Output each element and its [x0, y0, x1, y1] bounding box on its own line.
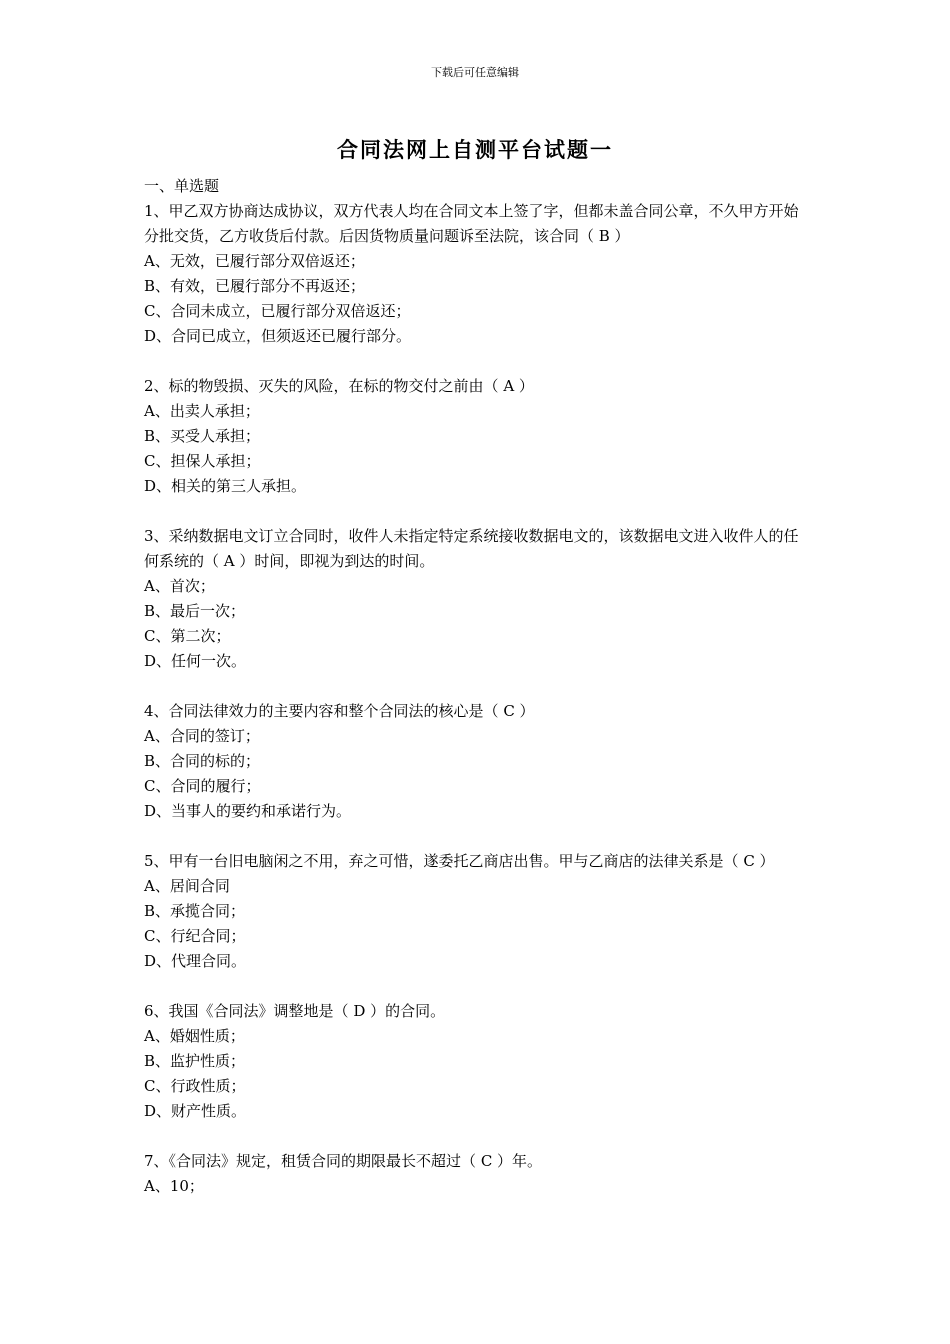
option-c: C、合同的履行；: [144, 777, 261, 795]
option-c: C、行政性质；: [144, 1077, 246, 1095]
page-header-note: 下载后可任意编辑: [431, 66, 519, 79]
option-b: B、有效，已履行部分不再返还；: [144, 277, 366, 295]
spacer: [144, 824, 809, 849]
option-c: C、担保人承担；: [144, 452, 261, 470]
question-2: [144, 374, 809, 499]
option-d: D、相关的第三人承担。: [144, 477, 307, 495]
option-a: A、无效，已履行部分双倍返还；: [144, 252, 365, 270]
option-b: B、监护性质；: [144, 1052, 246, 1070]
document-body: [144, 174, 809, 1199]
question-5: [144, 849, 809, 974]
option-d: D、合同已成立，但须返还已履行部分。: [144, 327, 412, 345]
section-heading: 一、单选题: [144, 177, 220, 195]
question-stem: 1、甲乙双方协商达成协议，双方代表人均在合同文本上签了字，但都未盖合同公章，不久甲方开始分批交货，乙方收货后付款。后因货物质量问题诉至法院，该合同（ B ）: [144, 202, 799, 245]
question-3: [144, 524, 809, 674]
question-4: [144, 699, 809, 824]
spacer: [144, 674, 809, 699]
question-7: [144, 1149, 809, 1199]
question-6: [144, 999, 809, 1124]
spacer: [144, 974, 809, 999]
option-a: A、首次；: [144, 577, 215, 595]
question-stem: 7、《合同法》规定，租赁合同的期限最长不超过（ C ）年。: [144, 1152, 543, 1170]
question-stem: 6、我国《合同法》调整地是（ D ）的合同。: [144, 1002, 446, 1020]
spacer: [144, 1124, 809, 1149]
option-c: C、合同未成立，已履行部分双倍返还；: [144, 302, 411, 320]
question-1: [144, 199, 809, 349]
option-a: A、居间合同: [144, 877, 230, 895]
option-b: B、承揽合同；: [144, 902, 246, 920]
option-b: B、合同的标的；: [144, 752, 261, 770]
option-d: D、财产性质。: [144, 1102, 247, 1120]
spacer: [144, 349, 809, 374]
option-c: C、第二次；: [144, 627, 231, 645]
option-a: A、合同的签订；: [144, 727, 260, 745]
option-a: A、10；: [144, 1177, 204, 1195]
document-title: 合同法网上自测平台试题一: [337, 137, 613, 162]
option-c: C、行纪合同；: [144, 927, 246, 945]
spacer: [144, 499, 809, 524]
option-d: D、当事人的要约和承诺行为。: [144, 802, 352, 820]
question-stem: 4、合同法律效力的主要内容和整个合同法的核心是（ C ）: [144, 702, 535, 720]
option-a: A、婚姻性质；: [144, 1027, 245, 1045]
option-b: B、最后一次；: [144, 602, 246, 620]
question-stem: 3、采纳数据电文订立合同时，收件人未指定特定系统接收数据电文的，该数据电文进入收件人的任何系统的（ A ）时间，即视为到达的时间。: [144, 527, 799, 570]
option-d: D、代理合同。: [144, 952, 247, 970]
question-stem: 2、标的物毁损、灭失的风险，在标的物交付之前由（ A ）: [144, 377, 534, 395]
question-stem: 5、甲有一台旧电脑闲之不用，弃之可惜，遂委托乙商店出售。甲与乙商店的法律关系是（ C ）: [144, 852, 775, 870]
option-d: D、任何一次。: [144, 652, 247, 670]
option-b: B、买受人承担；: [144, 427, 261, 445]
option-a: A、出卖人承担；: [144, 402, 260, 420]
